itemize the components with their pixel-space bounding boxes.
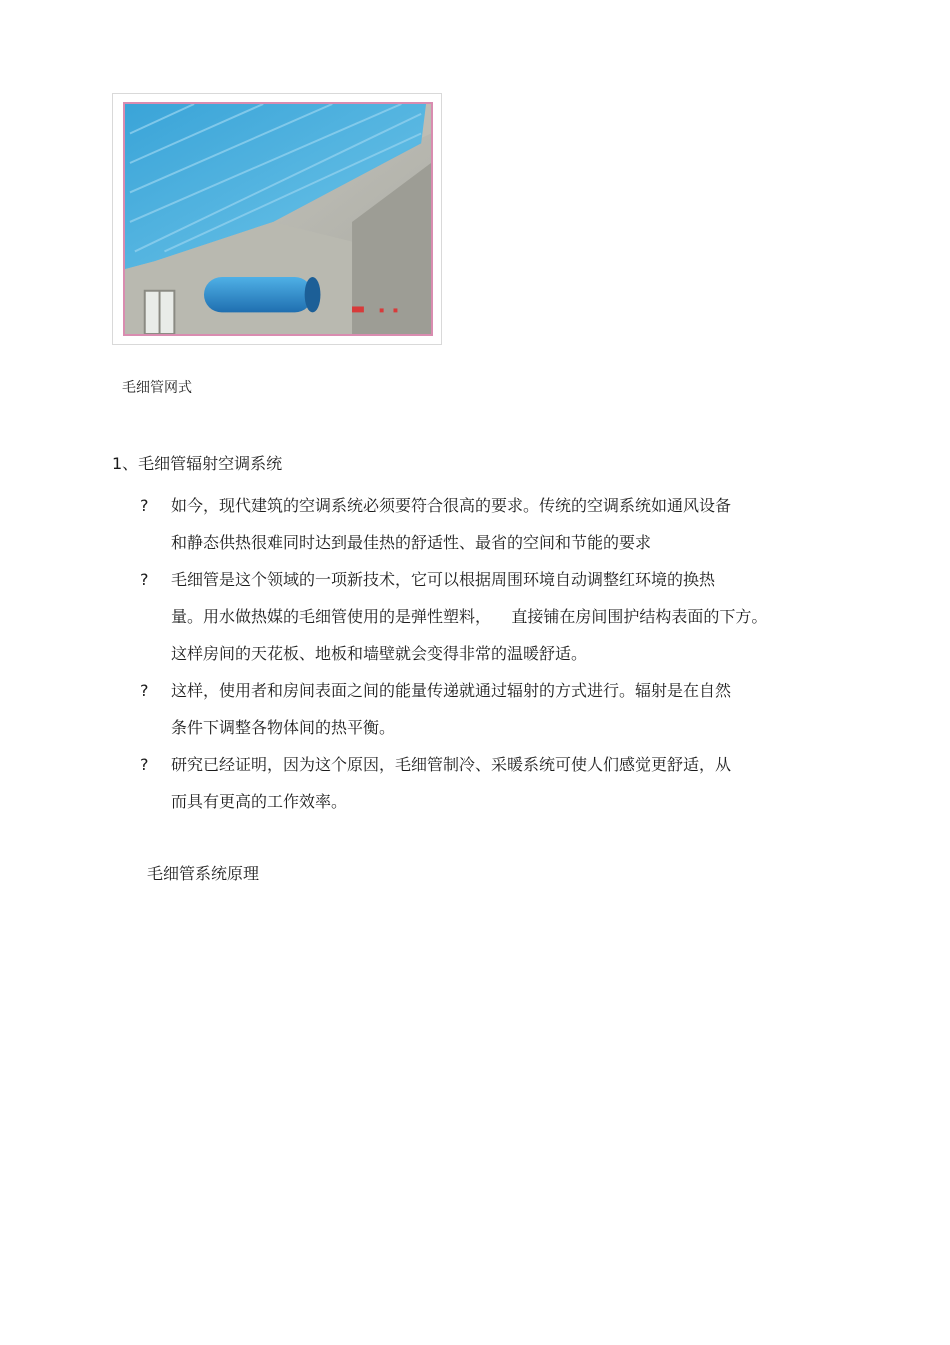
figure-caption: 毛细管网式 — [122, 380, 192, 396]
section-heading: 1、毛细管辐射空调系统 — [112, 454, 283, 473]
bullet-line: 如今，现代建筑的空调系统必须要符合很高的要求。传统的空调系统如通风设备 — [171, 496, 732, 515]
bullet-line: 这样，使用者和房间表面之间的能量传递就通过辐射的方式进行。辐射是在自然 — [171, 681, 732, 700]
bullet-line: 而具有更高的工作效率。 — [171, 792, 348, 811]
bullet-line: 和静态供热很难同时达到最佳热的舒适性、最省的空间和节能的要求 — [171, 533, 652, 552]
bullet-mark: ? — [140, 570, 149, 589]
bullet-line: 条件下调整各物体间的热平衡。 — [171, 718, 396, 737]
bullet-line: 毛细管是这个领域的一项新技术，它可以根据周围环境自动调整红环境的换热 — [171, 570, 716, 589]
ceiling-photo — [123, 102, 433, 336]
bullet-mark: ? — [140, 496, 149, 515]
ceiling-photo-illustration — [125, 104, 431, 334]
bullet-mark: ? — [140, 681, 149, 700]
bullet-line: 研究已经证明，因为这个原因，毛细管制冷、采暖系统可使人们感觉更舒适，从 — [171, 755, 732, 774]
bullet-list — [140, 487, 840, 820]
bullet-item — [140, 561, 840, 672]
bullet-line: 量。用水做热媒的毛细管使用的是弹性塑料， 直接铺在房间围护结构表面的下方。 — [171, 607, 768, 626]
bullet-mark: ? — [140, 755, 149, 774]
bullet-item — [140, 746, 840, 820]
bullet-item — [140, 487, 840, 561]
bullet-item — [140, 672, 840, 746]
figure-frame — [112, 93, 442, 345]
bullet-line: 这样房间的天花板、地板和墙壁就会变得非常的温暖舒适。 — [171, 644, 588, 663]
sub-heading: 毛细管系统原理 — [147, 864, 260, 883]
